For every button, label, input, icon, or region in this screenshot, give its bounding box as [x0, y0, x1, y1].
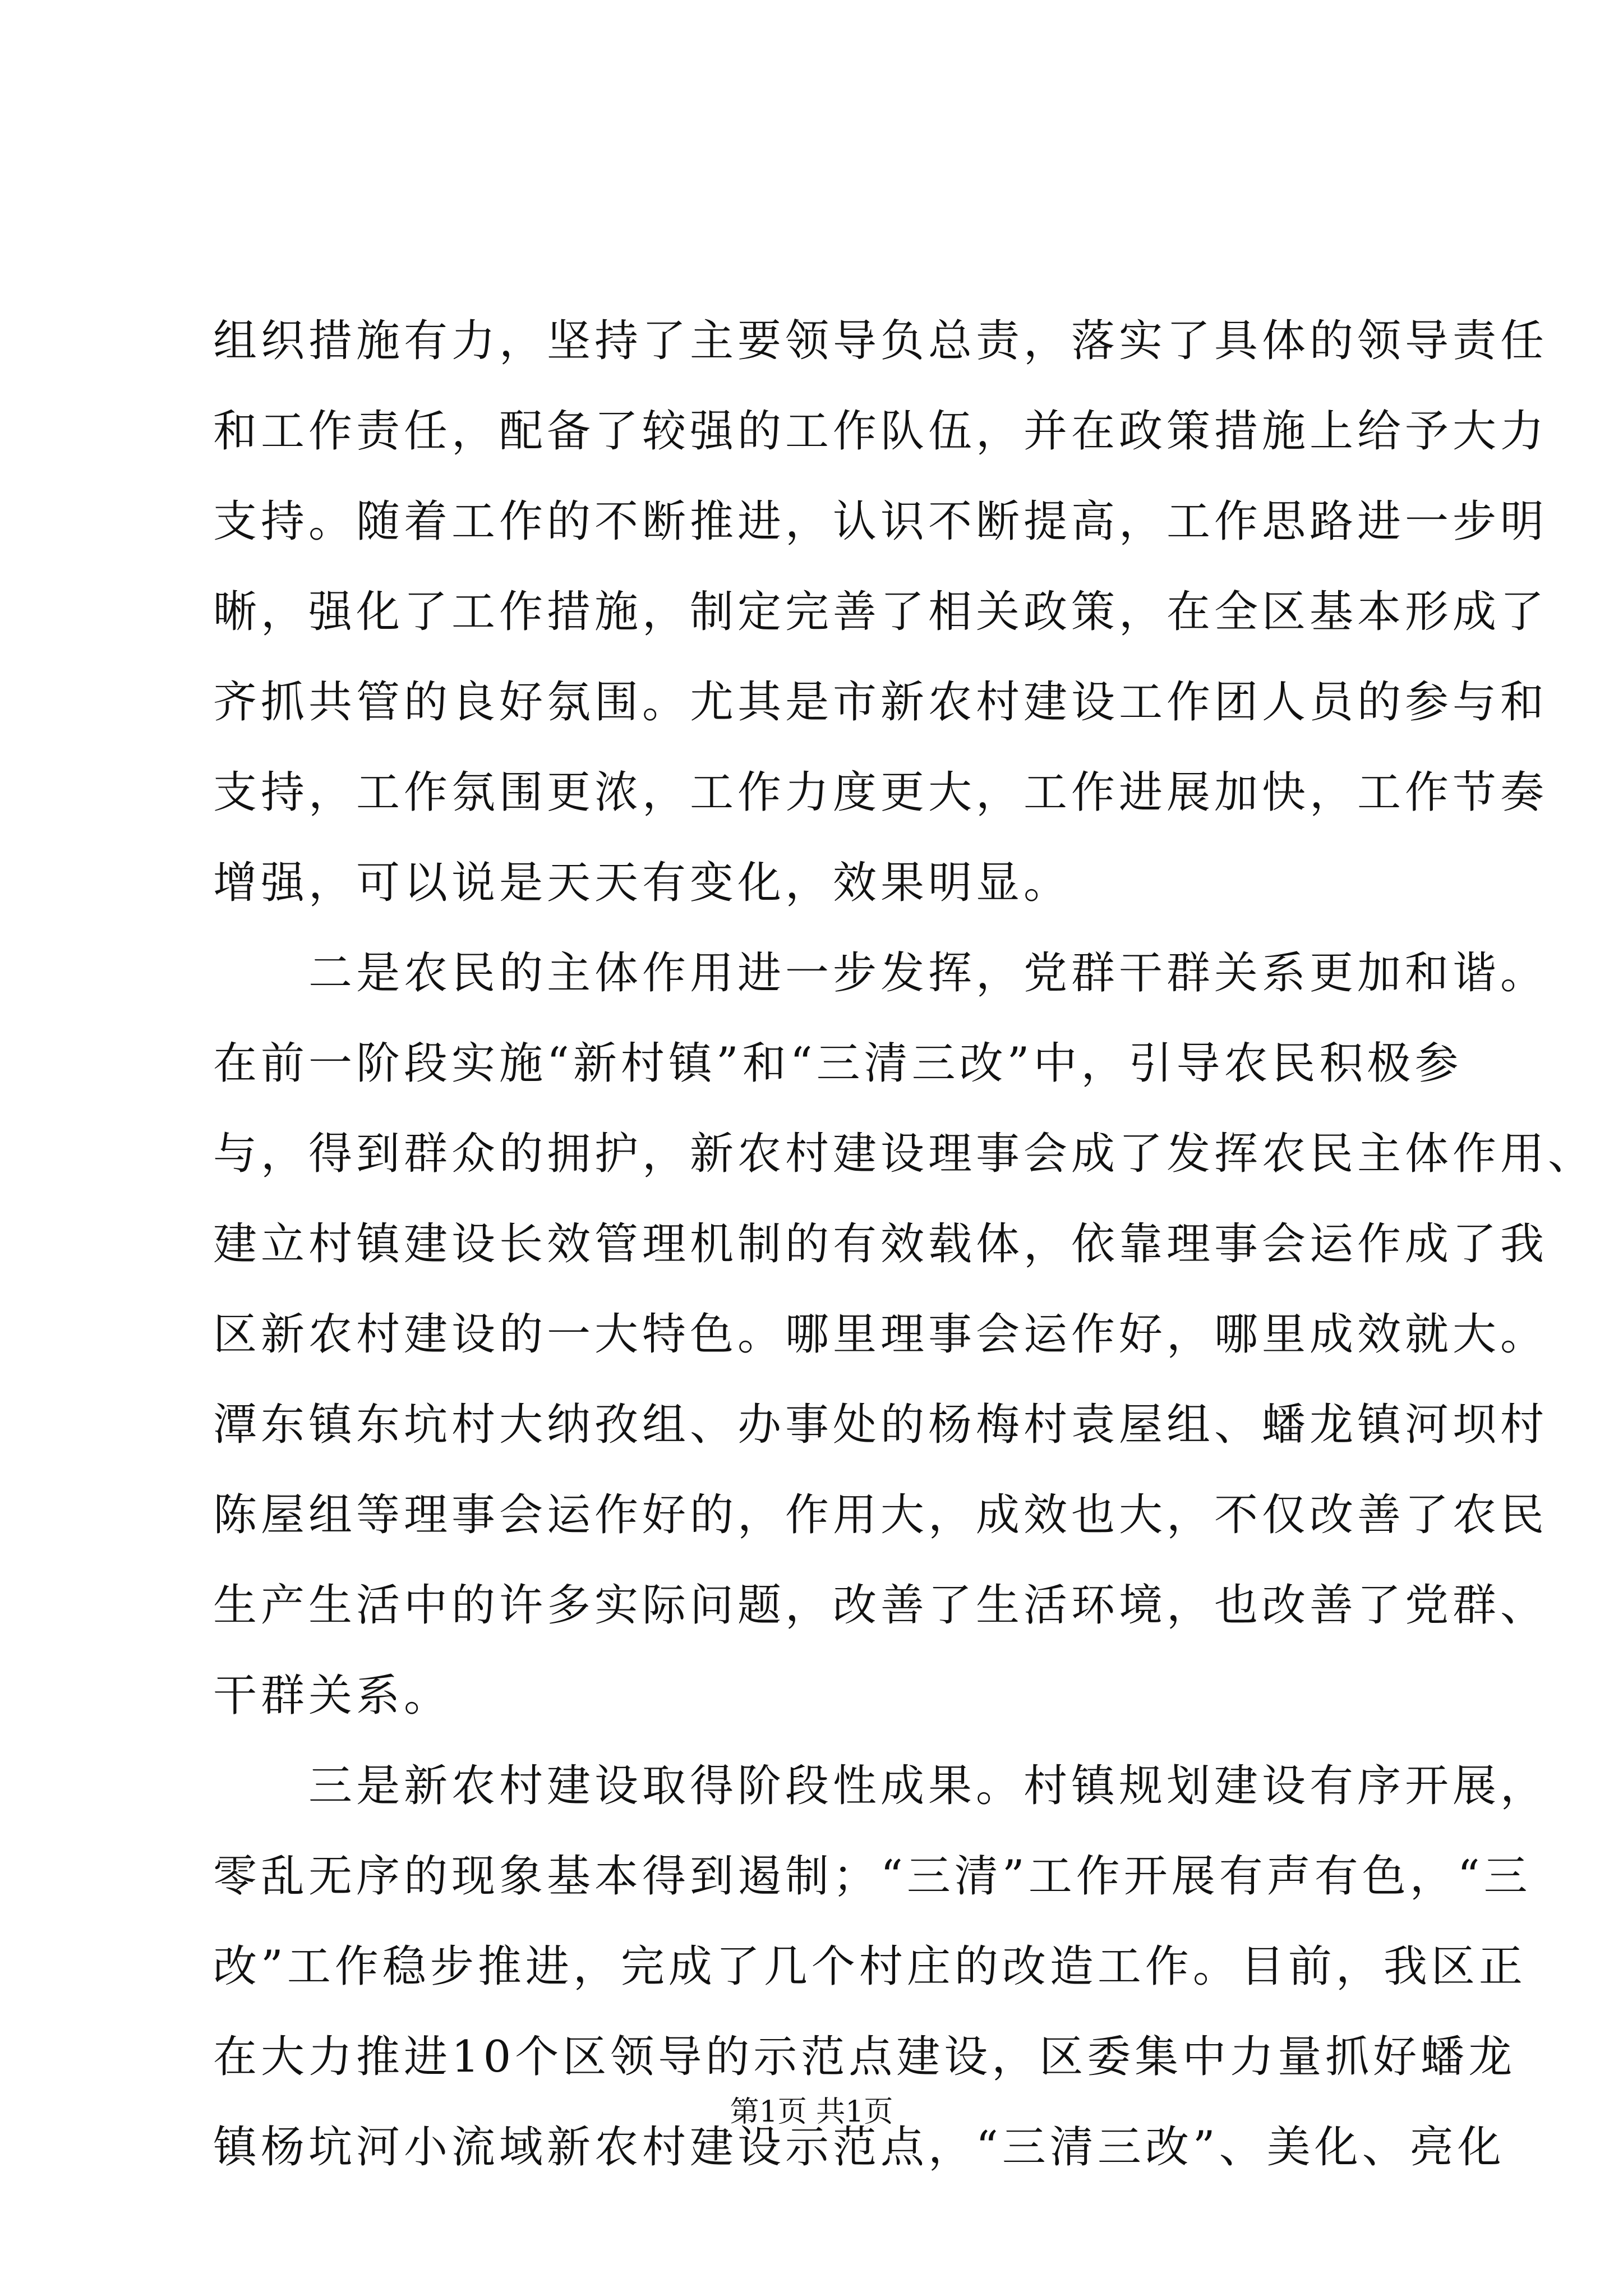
text-line: 生产生活中的许多实际问题，改善了生活环境，也改善了党群、 [213, 1580, 1548, 1631]
text-line: 支持。随着工作的不断推进，认识不断提高，工作思路进一步明 [213, 496, 1548, 547]
text-line: 增强，可以说是天天有变化，效果明显。 [213, 858, 1072, 908]
text-line: 晰，强化了工作措施，制定完善了相关政策，在全区基本形成了 [213, 587, 1548, 637]
text-line: 区新农村建设的一大特色。哪里理事会运作好，哪里成效就大。 [213, 1309, 1548, 1360]
text-line: 改”工作稳步推进，完成了几个村庄的改造工作。目前，我区正 [213, 1941, 1527, 1992]
text-line: 陈屋组等理事会运作好的，作用大，成效也大，不仅改善了农民 [213, 1490, 1548, 1540]
text-line: 二是农民的主体作用进一步发挥，党群干群关系更加和谐。 [213, 948, 1548, 999]
text-line: 齐抓共管的良好氛围。尤其是市新农村建设工作团人员的参与和 [213, 677, 1548, 728]
body-text [213, 296, 1596, 2193]
page-footer: 第1页 共1页 [730, 2095, 893, 2129]
text-line: 和工作责任，配备了较强的工作队伍，并在政策措施上给予大力 [213, 406, 1548, 457]
text-line: 干群关系。 [213, 1671, 452, 1721]
text-line: 潭东镇东坑村大纳孜组、办事处的杨梅村袁屋组、蟠龙镇河坝村 [213, 1400, 1548, 1450]
text-line: 与，得到群众的拥护，新农村建设理事会成了发挥农民主体作用、 [213, 1129, 1596, 1179]
text-line: 支持，工作氛围更浓，工作力度更大，工作进展加快，工作节奏 [213, 767, 1548, 818]
text-line: 在大力推进10个区领导的示范点建设，区委集中力量抓好蟠龙 [213, 2032, 1516, 2082]
text-line: 建立村镇建设长效管理机制的有效载体，依靠理事会运作成了我 [213, 1219, 1548, 1269]
text-line: 三是新农村建设取得阶段性成果。村镇规划建设有序开展， [213, 1761, 1548, 1811]
text-line: 在前一阶段实施“新村镇”和“三清三改”中，引导农民积极参 [213, 1038, 1463, 1089]
text-line: 镇杨坑河小流域新农村建设示范点，“三清三改”、美化、亮化 [213, 2122, 1505, 2173]
text-line: 零乱无序的现象基本得到遏制；“三清”工作开展有声有色，“三 [213, 1851, 1532, 1902]
text-line: 组织措施有力，坚持了主要领导负总责，落实了具体的领导责任 [213, 316, 1548, 366]
